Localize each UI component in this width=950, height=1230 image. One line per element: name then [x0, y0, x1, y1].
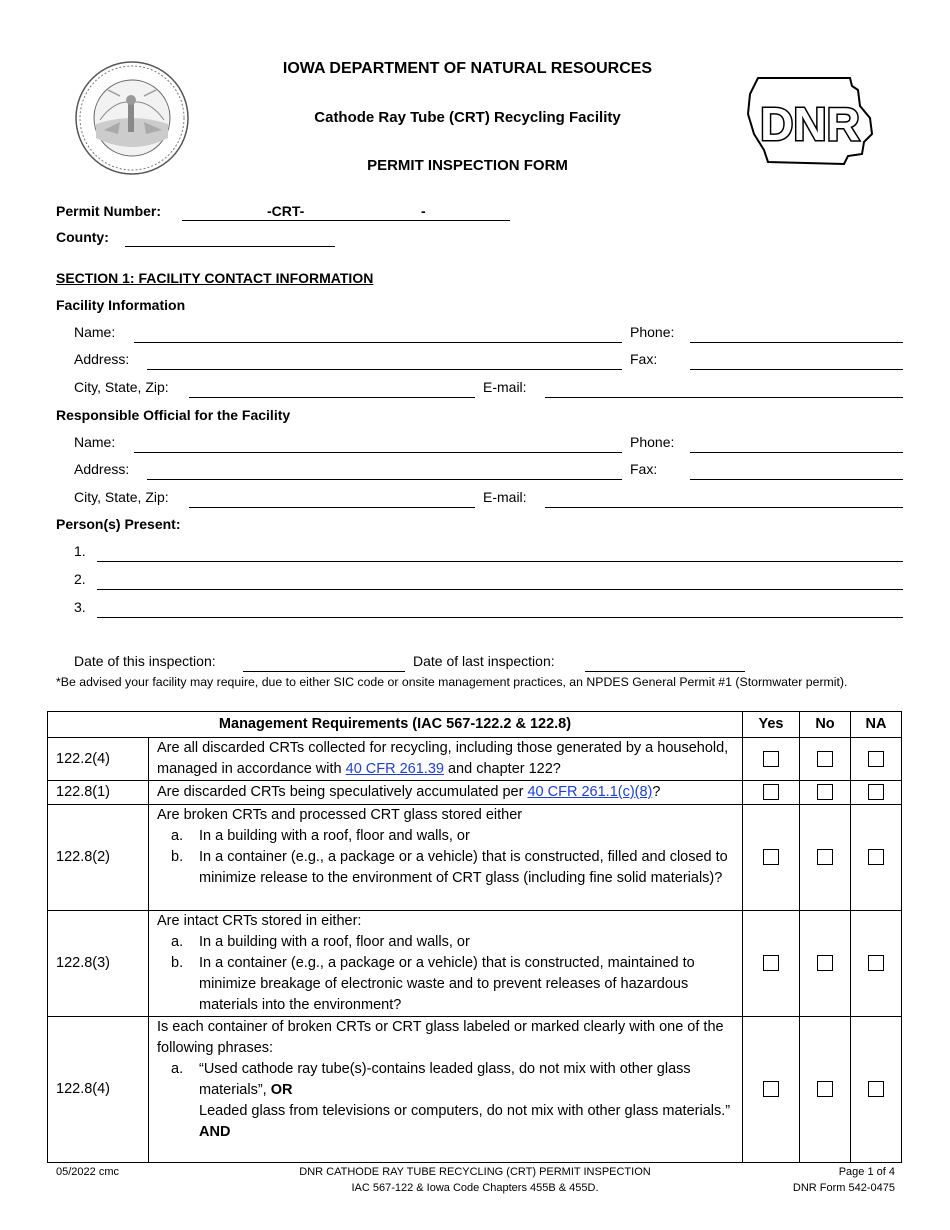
col-na: NA: [851, 712, 902, 738]
footer-form-number: DNR Form 542-0475: [792, 1182, 895, 1194]
yes-checkbox[interactable]: [763, 751, 779, 767]
footer-citation: IAC 567-122 & Iowa Code Chapters 455B & 455D.: [351, 1182, 599, 1194]
county-field[interactable]: [125, 246, 335, 247]
no-checkbox[interactable]: [817, 784, 833, 800]
na-checkbox[interactable]: [868, 955, 884, 971]
table-row: [48, 781, 902, 805]
facility-phone-label: Phone:: [630, 324, 675, 340]
person-2-field[interactable]: [97, 589, 903, 590]
npdes-advisory: *Be advised your facility may require, due to either SIC code or onsite management practices, an NPDES General Permit #1 (Stormwater permit).: [56, 675, 848, 689]
row-question: Are broken CRTs and processed CRT glass stored either a. In a building with a roof, floor and walls, or b. In a container (e.g., a package or a vehicle) that is constructed, filled and closed to minimize release to the environment of CRT glass (including fine solid materials)?: [149, 805, 743, 911]
row-question: Are intact CRTs stored in either: a. In a building with a roof, floor and walls, or b. In a container (e.g., a package or a vehicle) that is constructed, maintained to minimize breakage of electronic waste and to prevent releases of hazardous materials into the environment?: [149, 911, 743, 1017]
dnr-logo: [744, 74, 876, 166]
permit-number-crt: -CRT-: [267, 203, 305, 219]
official-name-label: Name:: [74, 434, 116, 450]
official-fax-field[interactable]: [690, 479, 903, 480]
facility-fax-field[interactable]: [690, 369, 903, 370]
row-code: 122.8(3): [48, 911, 149, 1017]
row-code: 122.8(1): [48, 781, 149, 805]
table-header-row: [48, 712, 902, 738]
col-yes: Yes: [743, 712, 800, 738]
row-question: Is each container of broken CRTs or CRT glass labeled or marked clearly with one of the following phrases: a. “Used cathode ray tube(s)-contains leaded glass, do not mix with other glass materials”, OR Leaded glass from televisions or computers, do not mix with other glass materials.” AND: [149, 1017, 743, 1163]
no-checkbox[interactable]: [817, 849, 833, 865]
row-question: Are discarded CRTs being speculatively accumulated per 40 CFR 261.1(c)(8)?: [149, 781, 743, 805]
na-checkbox[interactable]: [868, 784, 884, 800]
footer-title: DNR CATHODE RAY TUBE RECYCLING (CRT) PERMIT INSPECTION: [299, 1166, 651, 1178]
official-phone-label: Phone:: [630, 434, 675, 450]
management-requirements-table: [47, 711, 902, 1163]
facility-phone-field[interactable]: [690, 342, 903, 343]
date-last-label: Date of last inspection:: [413, 653, 555, 669]
footer-page-number: Page 1 of 4: [838, 1166, 895, 1178]
persons-present-heading: Person(s) Present:: [56, 516, 181, 532]
yes-checkbox[interactable]: [763, 784, 779, 800]
section1-title: SECTION 1: FACILITY CONTACT INFORMATION: [56, 270, 374, 286]
cfr-link[interactable]: 40 CFR 261.1(c)(8): [527, 784, 653, 800]
footer-date-code: 05/2022 cmc: [56, 1166, 119, 1178]
facility-type-title: Cathode Ray Tube (CRT) Recycling Facility: [314, 109, 621, 126]
official-email-label: E-mail:: [483, 489, 527, 505]
row-code: 122.2(4): [48, 738, 149, 781]
official-address-field[interactable]: [147, 479, 622, 480]
person-3-field[interactable]: [97, 617, 903, 618]
facility-fax-label: Fax:: [630, 351, 658, 367]
na-checkbox[interactable]: [868, 1081, 884, 1097]
county-label: County:: [56, 229, 109, 245]
facility-info-heading: Facility Information: [56, 297, 186, 313]
row-code: 122.8(2): [48, 805, 149, 911]
facility-city-field[interactable]: [189, 397, 475, 398]
facility-name-label: Name:: [74, 324, 116, 340]
no-checkbox[interactable]: [817, 955, 833, 971]
facility-email-field[interactable]: [545, 397, 903, 398]
responsible-official-heading: Responsible Official for the Facility: [56, 407, 291, 423]
na-checkbox[interactable]: [868, 751, 884, 767]
yes-checkbox[interactable]: [763, 955, 779, 971]
dnr-logo-text: DNR: [760, 98, 860, 150]
row-code: 122.8(4): [48, 1017, 149, 1163]
official-address-label: Address:: [74, 461, 130, 477]
official-city-field[interactable]: [189, 507, 475, 508]
table-row: [48, 805, 902, 911]
date-inspection-field[interactable]: [243, 671, 405, 672]
table-row: [48, 911, 902, 1017]
date-inspection-label: Date of this inspection:: [74, 653, 216, 669]
facility-city-label: City, State, Zip:: [74, 379, 169, 395]
yes-checkbox[interactable]: [763, 1081, 779, 1097]
official-fax-label: Fax:: [630, 461, 658, 477]
no-checkbox[interactable]: [817, 751, 833, 767]
col-no: No: [800, 712, 851, 738]
cfr-link[interactable]: 40 CFR 261.39: [345, 761, 444, 777]
permit-number-dash: -: [421, 203, 426, 219]
facility-email-label: E-mail:: [483, 379, 527, 395]
official-email-field[interactable]: [545, 507, 903, 508]
person-number-2: 2.: [74, 571, 86, 587]
table-row: [48, 738, 902, 781]
table-heading: Management Requirements (IAC 567-122.2 & 122.8): [48, 712, 743, 738]
date-last-field[interactable]: [585, 671, 745, 672]
person-number-1: 1.: [74, 543, 86, 559]
row-question: Are all discarded CRTs collected for recycling, including those generated by a household, managed in accordance with 40 CFR 261.39 and chapter 122?: [149, 738, 743, 781]
permit-number-label: Permit Number:: [56, 203, 162, 219]
na-checkbox[interactable]: [868, 849, 884, 865]
permit-number-field[interactable]: [182, 220, 510, 221]
facility-address-label: Address:: [74, 351, 130, 367]
no-checkbox[interactable]: [817, 1081, 833, 1097]
person-number-3: 3.: [74, 599, 86, 615]
facility-name-field[interactable]: [134, 342, 622, 343]
facility-address-field[interactable]: [147, 369, 622, 370]
official-name-field[interactable]: [134, 452, 622, 453]
agency-title: IOWA DEPARTMENT OF NATURAL RESOURCES: [282, 60, 653, 77]
official-phone-field[interactable]: [690, 452, 903, 453]
form-title: PERMIT INSPECTION FORM: [367, 157, 568, 174]
official-city-label: City, State, Zip:: [74, 489, 169, 505]
state-seal-image: [74, 60, 190, 176]
person-1-field[interactable]: [97, 561, 903, 562]
table-row: [48, 1017, 902, 1163]
yes-checkbox[interactable]: [763, 849, 779, 865]
